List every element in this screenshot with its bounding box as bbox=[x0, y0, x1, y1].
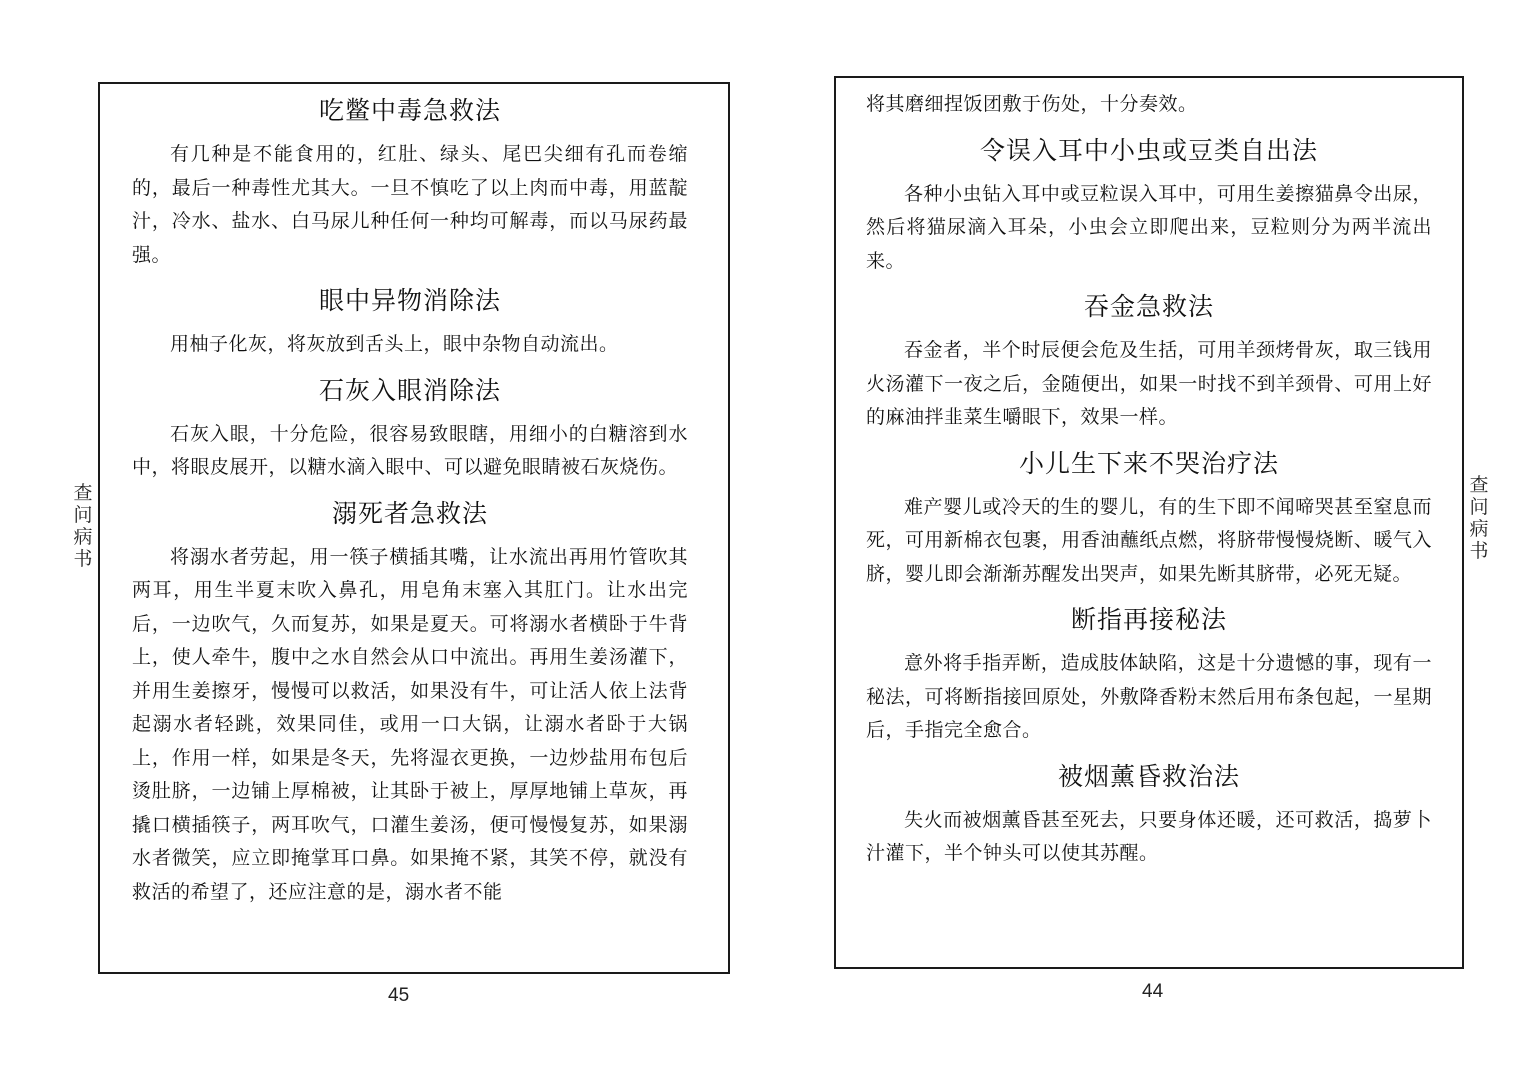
continuation-text: 将其磨细捏饭团敷于伤处，十分奏效。 bbox=[866, 93, 1198, 115]
section-title: 石灰入眼消除法 bbox=[318, 375, 501, 405]
right-page bbox=[834, 76, 1464, 969]
right-side-running-title: 查问病书 bbox=[1469, 474, 1489, 562]
section-title: 吞金急救法 bbox=[1083, 292, 1214, 321]
section-body: 用柚子化灰，将灰放到舌头上，眼中杂物自动流出。 bbox=[170, 333, 619, 355]
section-body: 将溺水者劳起，用一筷子横插其嘴，让水流出再用竹管吹其两耳，用生半夏末吹入鼻孔，用皂角末塞入其肛门。让水出完后，一边吹气，久而复苏，如果是夏天。可将溺水者横卧于牛背上，使人牵牛，腹中之水自然会从口中流出。再用生姜汤灌下，并用生姜擦牙，慢慢可以救活，如果没有牛，可让活人依上法背起溺水者轻跳，效果同佳，或用一口大锅，让溺水者卧于大锅上，作用一样，如果是冬天，先将湿衣更换，一边炒盐用布包后烫肚脐，一边铺上厚棉被，让其卧于被上，厚厚地铺上草灰，再撬口横插筷子，两耳吹气，口灌生姜汤，便可慢慢复苏，如果溺水者微笑，应立即掩掌耳口鼻。如果掩不紧，其笑不停，就没有救活的希望了，还应注意的是，溺水者不能 bbox=[132, 545, 688, 903]
section-body: 失火而被烟薰昏甚至死去，只要身体还暖，还可救活，捣萝卜汁灌下，半个钟头可以使其苏醒。 bbox=[866, 808, 1432, 864]
section-title: 吃鳖中毒急救法 bbox=[318, 96, 501, 125]
section-title: 断指再接秘法 bbox=[1070, 605, 1227, 634]
left-page-number: 45 bbox=[388, 985, 410, 1006]
section-title: 小儿生下来不哭治疗法 bbox=[1018, 448, 1279, 478]
left-page-content bbox=[132, 94, 688, 972]
left-side-running-title: 查问病书 bbox=[73, 482, 93, 570]
section-body: 意外将手指弄断，造成肢体缺陷，这是十分遗憾的事，现有一秘法，可将断指接回原处，外敷降香粉末然后用布条包起，一星期后，手指完全愈合。 bbox=[866, 652, 1432, 741]
section-title: 被烟薰昏救治法 bbox=[1057, 761, 1240, 791]
right-page-number: 44 bbox=[1142, 981, 1164, 1002]
section-body: 石灰入眼，十分危险，很容易致眼瞎，用细小的白糖溶到水中，将眼皮展开，以糖水滴入眼中、可以避免眼睛被石灰烧伤。 bbox=[132, 422, 688, 478]
right-page-content bbox=[866, 88, 1432, 967]
section-title: 眼中异物消除法 bbox=[318, 286, 501, 315]
section-body: 各种小虫钻入耳中或豆粒误入耳中，可用生姜擦猫鼻令出尿，然后将猫尿滴入耳朵，小虫会立即爬出来，豆粒则分为两半流出来。 bbox=[866, 182, 1432, 272]
section-title: 溺死者急救法 bbox=[331, 498, 488, 528]
section-body: 难产婴儿或冷天的生的婴儿，有的生下即不闻啼哭甚至窒息而死，可用新棉衣包裹，用香油蘸纸点燃，将脐带慢慢烧断、暖气入脐，婴儿即会渐渐苏醒发出哭声，如果先断其脐带，必死无疑。 bbox=[866, 495, 1432, 585]
section-body: 有几种是不能食用的，红肚、绿头、尾巴尖细有孔而卷缩的，最后一种毒性尤其大。一旦不慎吃了以上肉而中毒，用蓝靛汁，冷水、盐水、白马尿儿种任何一种均可解毒，而以马尿药最强。 bbox=[132, 143, 688, 266]
section-title: 令误入耳中小虫或豆类自出法 bbox=[979, 135, 1318, 165]
left-page bbox=[98, 82, 730, 974]
section-body: 吞金者，半个时辰便会危及生括，可用羊颈烤骨灰，取三钱用火汤灌下一夜之后，金随便出，如果一时找不到羊颈骨、可用上好的麻油拌韭菜生嚼眼下，效果一样。 bbox=[866, 339, 1432, 428]
